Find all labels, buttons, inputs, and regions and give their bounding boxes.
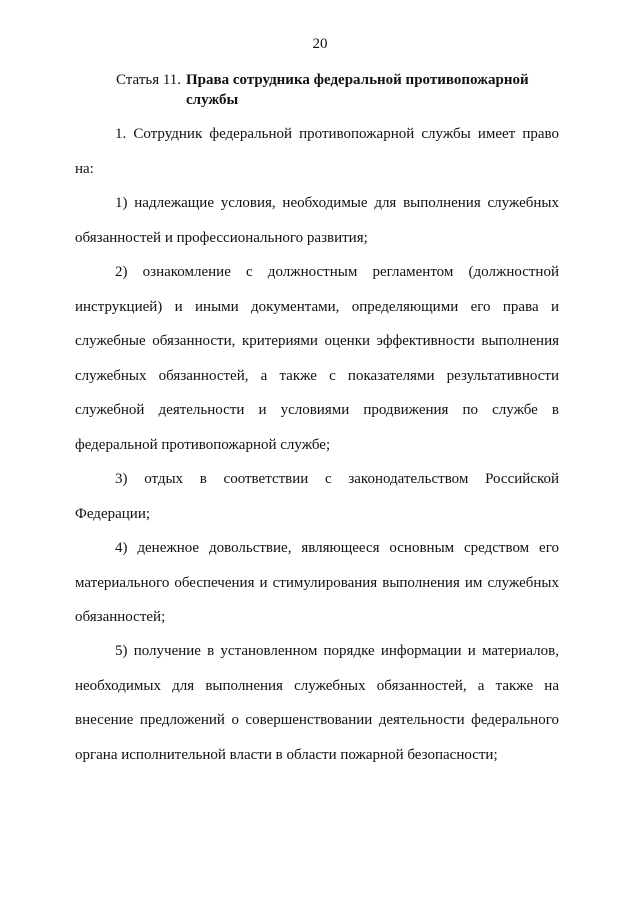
paragraph-text: 2) ознакомление с должностным регламентом (должностной инструкцией) и иными документами, определяющими его права и служебные обязанности, критериями оценки эффективности выполнения служебных обязанностей, а также с показателями результативности служебной деятельности и условиями продвижения по службе в федеральной противопожарной службе; (75, 264, 559, 453)
article-title-line-1: Права сотрудника федеральной противопожарной (186, 72, 529, 88)
paragraph-item-5 (75, 634, 559, 772)
page-number: 20 (312, 36, 328, 52)
paragraph-text: 3) отдых в соответствии с законодательством Российской Федерации; (75, 471, 559, 522)
paragraph-item-2 (75, 255, 559, 462)
paragraph-text: 1. Сотрудник федеральной противопожарной службы имеет право на: (75, 126, 559, 177)
paragraph-text: 1) надлежащие условия, необходимые для выполнения служебных обязанностей и профессионального развития; (75, 195, 559, 246)
paragraph-text: 4) денежное довольствие, являющееся основным средством его материального обеспечения и стимулирования выполнения им служебных обязанностей; (75, 540, 559, 625)
paragraph-item-1 (75, 186, 559, 255)
paragraph-item-3 (75, 462, 559, 531)
paragraph-1 (75, 117, 559, 186)
paragraph-text: 5) получение в установленном порядке информации и материалов, необходимых для выполнения служебных обязанностей, а также на внесение предложений о совершенствовании деятельности федерального органа исполнительной власти в области пожарной безопасности; (75, 643, 559, 763)
article-label: Статья 11. (116, 72, 182, 88)
article-title-line-2: службы (186, 92, 239, 108)
article-title (186, 70, 566, 110)
paragraph-item-4 (75, 531, 559, 635)
